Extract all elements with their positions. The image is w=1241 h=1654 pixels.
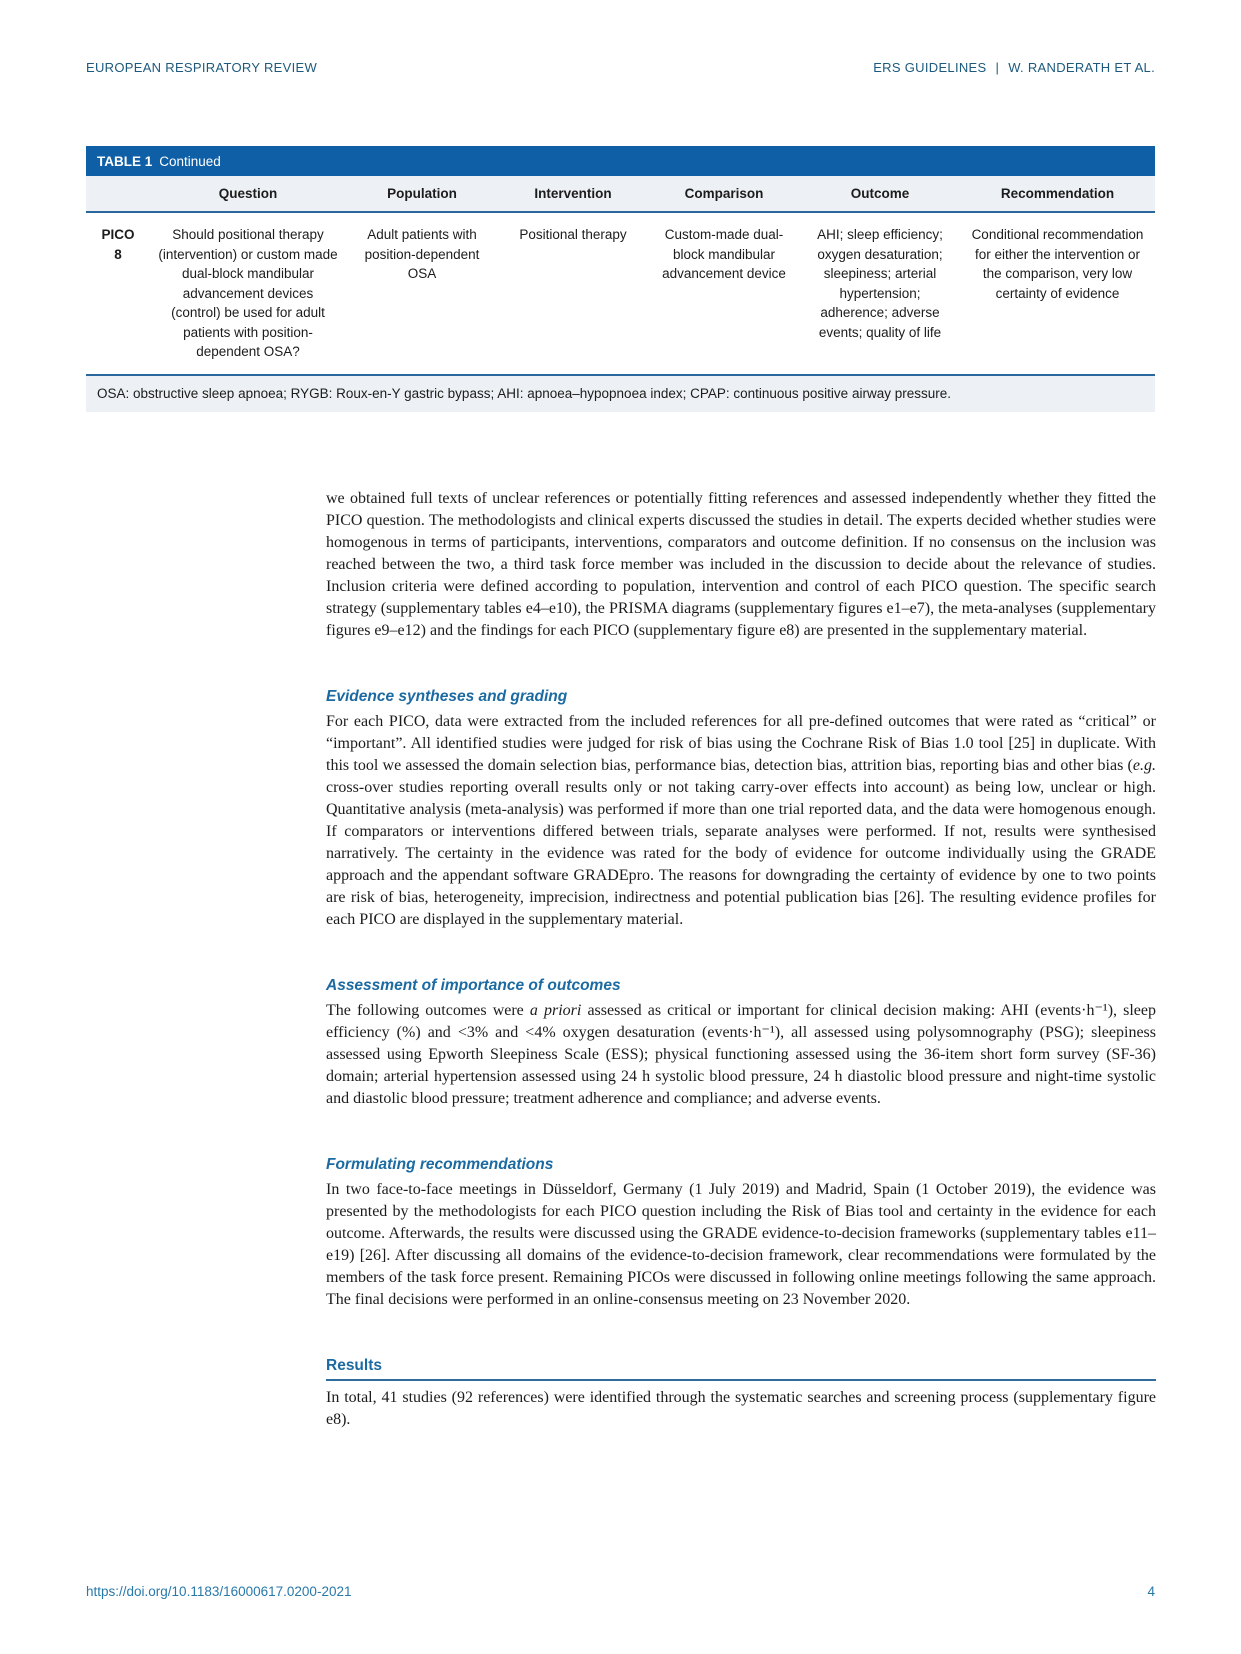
page-header — [86, 60, 1155, 75]
doi-link[interactable]: https://doi.org/10.1183/16000617.0200-2021 — [86, 1584, 352, 1599]
table-footnote: OSA: obstructive sleep apnoea; RYGB: Roux-en-Y gastric bypass; AHI: apnoea–hypopnoea index; CPAP: continuous positive airway pressure. — [86, 376, 1155, 412]
section-results — [326, 1355, 1156, 1431]
evidence-heading: Evidence syntheses and grading — [326, 688, 568, 705]
section-evidence — [326, 686, 1156, 931]
column-header-outcome: Outcome — [800, 176, 960, 212]
column-header-comparison: Comparison — [648, 176, 800, 212]
table-title-bar — [86, 146, 1155, 176]
intervention-cell: Positional therapy — [498, 212, 648, 375]
comparison-cell: Custom-made dual-block mandibular advancement device — [648, 212, 800, 375]
article-type-label: ERS GUIDELINES — [873, 60, 987, 75]
pico-id-line2: 8 — [114, 246, 122, 262]
pico-id-cell — [86, 212, 150, 375]
evidence-paragraph-part2: cross-over studies reporting overall results only or not taking carry-over effects into account) as being low, unclear or high. Quantitative analysis (meta-analysis) was performed if more than one trial reported data, and the data were homogenous enough. If comparators or interventions differed between trials, separate analyses were performed. If not, results were synthesised narratively. The certainty in the evidence was rated for the body of evidence for outcome individually using the GRADE approach and the appendant software GRADEpro. The reasons for downgrading the certainty of evidence by one to two points are risk of bias, heterogeneity, imprecision, indirectness and potential publication bias [26]. The resulting evidence profiles for each PICO are displayed in the supplementary material. — [326, 779, 1156, 928]
header-separator: | — [995, 60, 1000, 75]
column-header-recommendation: Recommendation — [960, 176, 1155, 212]
outcomes-paragraph-italic: a priori — [529, 1002, 582, 1019]
column-header-population: Population — [346, 176, 498, 212]
column-header-intervention: Intervention — [498, 176, 648, 212]
outcomes-paragraph-part1: The following outcomes were — [326, 1002, 530, 1019]
results-heading: Results — [326, 1355, 1156, 1381]
author-label: W. RANDERATH ET AL. — [1008, 60, 1155, 75]
formulating-paragraph: In two face-to-face meetings in Düsseldorf, Germany (1 July 2019) and Madrid, Spain (1 October 2019), the evidence was presented by the methodologists for each PICO question including the Risk of Bias tool and certainty in the evidence for each outcome. Afterwards, the results were discussed using the GRADE evidence-to-decision frameworks (supplementary tables e11–e19) [26]. After discussing all domains of the evidence-to-decision framework, clear recommendations were formulated by the members of the task force present. Remaining PICOs were discussed in following online meetings following the same approach. The final decisions were performed in an online-consensus meeting on 23 November 2020. — [326, 1181, 1156, 1308]
outcomes-heading: Assessment of importance of outcomes — [326, 977, 621, 994]
journal-name: EUROPEAN RESPIRATORY REVIEW — [86, 60, 318, 75]
outcomes-paragraph — [326, 1000, 1156, 1110]
results-paragraph: In total, 41 studies (92 references) were identified through the systematic searches and screening process (supplementary figure e8). — [326, 1389, 1156, 1428]
section-outcomes — [326, 975, 1156, 1110]
table-1 — [86, 146, 1155, 412]
formulating-heading: Formulating recommendations — [326, 1156, 554, 1173]
article-running-head — [873, 60, 1155, 75]
page-number: 4 — [1147, 1584, 1155, 1599]
evidence-paragraph-part1: For each PICO, data were extracted from the included references for all pre-defined outcomes that were rated as “critical” or “important”. All identified studies were judged for risk of bias using the Cochrane Risk of Bias 1.0 tool [25] in duplicate. With this tool we assessed the domain selection bias, performance bias, detection bias, attrition bias, reporting bias and other bias ( — [326, 713, 1156, 774]
evidence-paragraph-italic: e.g. — [1132, 757, 1156, 774]
population-cell: Adult patients with position-dependent OSA — [346, 212, 498, 375]
page-footer — [86, 1584, 1155, 1599]
intro-paragraph: we obtained full texts of unclear references or potentially fitting references and assessed independently whether they fitted the PICO question. The methodologists and clinical experts discussed the studies in detail. The experts decided whether studies were homogenous in terms of participants, interventions, comparators and outcome definition. If no consensus on the inclusion was reached between the two, a third task force member was included in the discussion to decide about the relevance of studies. Inclusion criteria were defined according to population, intervention and control of each PICO question. The specific search strategy (supplementary tables e4–e10), the PRISMA diagrams (supplementary figures e1–e7), the meta-analyses (supplementary figures e9–e12) and the findings for each PICO (supplementary figure e8) are presented in the supplementary material. — [326, 490, 1156, 639]
table-header-row — [86, 176, 1155, 212]
table-title-continued: Continued — [159, 153, 221, 169]
section-formulating — [326, 1154, 1156, 1311]
table-title-label: TABLE 1 — [97, 153, 153, 169]
recommendation-cell: Conditional recommendation for either the intervention or the comparison, very low certainty of evidence — [960, 212, 1155, 375]
outcomes-paragraph-part2: assessed as critical or important for clinical decision making: AHI (events·h⁻¹), sleep efficiency (%) and <3% and <4% oxygen desaturation (events·h⁻¹), all assessed using polysomnography (PSG); sleepiness assessed using Epworth Sleepiness Scale (ESS); physical functioning assessed using the 36-item short form survey (SF-36) domain; arterial hypertension assessed using 24 h systolic blood pressure, 24 h diastolic blood pressure and night-time systolic and diastolic blood pressure; treatment adherence and compliance; and adverse events. — [326, 1002, 1157, 1107]
column-header-question: Question — [150, 176, 346, 212]
table-row — [86, 212, 1155, 375]
body-column — [326, 488, 1156, 1431]
outcome-cell: AHI; sleep efficiency; oxygen desaturation; sleepiness; arterial hypertension; adherence; adverse events; quality of life — [800, 212, 960, 375]
question-cell: Should positional therapy (intervention) or custom made dual-block mandibular advancement devices (control) be used for adult patients with position-dependent OSA? — [150, 212, 346, 375]
evidence-paragraph — [326, 711, 1156, 931]
pico-table — [86, 176, 1155, 376]
pico-id-line1: PICO — [101, 227, 135, 242]
column-header-empty — [86, 176, 150, 212]
